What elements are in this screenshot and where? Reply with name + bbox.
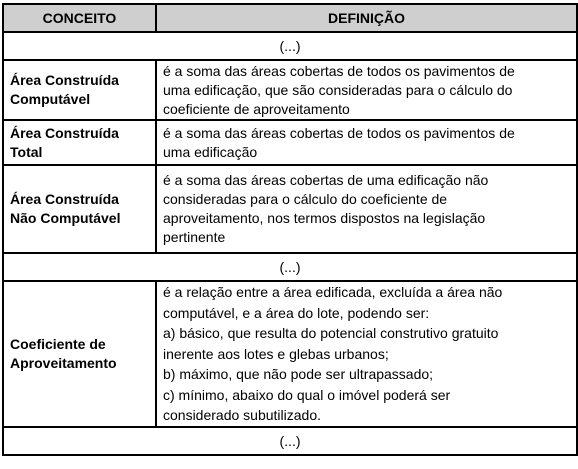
term-cell	[3, 60, 156, 120]
term-cell	[3, 165, 156, 253]
table-row	[3, 281, 577, 427]
ellipsis-cell: (...)	[3, 253, 577, 281]
definition-line: consideradas para o cálculo do coeficiente de	[163, 191, 448, 207]
definition-line: c) mínimo, abaixo do qual o imóvel poderá ser	[163, 386, 451, 403]
header-concept: CONCEITO	[3, 4, 156, 32]
term-cell	[3, 281, 156, 427]
definition-line: considerado subutilizado.	[163, 407, 321, 424]
definition-line: pertinente	[163, 229, 226, 245]
ellipsis-row	[3, 427, 577, 455]
definition-line: é a soma das áreas cobertas de uma edificação não	[163, 172, 489, 188]
definition-line: computável, e a área do lote, podendo ser:	[163, 304, 430, 321]
definition-line: b) máximo, que não pode ser ultrapassado;	[163, 366, 434, 383]
ellipsis-row	[3, 32, 577, 60]
table-row	[3, 120, 577, 165]
term-line: Total	[10, 143, 43, 160]
header-definition: DEFINIÇÃO	[156, 4, 577, 32]
table-row	[3, 165, 577, 253]
ellipsis-cell: (...)	[3, 32, 577, 60]
ellipsis-cell: (...)	[3, 427, 577, 455]
definition-line: é a soma das áreas cobertas de todos os pavimentos de	[163, 62, 515, 79]
glossary-table	[2, 3, 578, 456]
definition-line: aproveitamento, nos termos dispostos na legislação	[163, 210, 486, 226]
term-line: Área Construída	[10, 191, 119, 207]
definition-line: coeficiente de aproveitamento	[163, 100, 350, 117]
term-line: Área Construída	[10, 72, 119, 88]
table-row	[3, 60, 577, 120]
term-line: Não Computável	[10, 210, 121, 226]
term-line: Computável	[10, 91, 91, 107]
definition-line: é a soma das áreas cobertas de todos os pavimentos de	[163, 124, 515, 141]
header-row	[3, 4, 577, 32]
definition-cell	[156, 165, 577, 253]
term-cell	[3, 120, 156, 165]
definition-line: a) básico, que resulta do potencial construtivo gratuito	[163, 325, 499, 342]
definition-line: uma edificação, que são consideradas para o cálculo do	[163, 81, 513, 98]
definition-line: é a relação entre a área edificada, excluída a área não	[163, 284, 503, 301]
definition-cell	[156, 281, 577, 427]
definition-cell	[156, 120, 577, 165]
term-line: Coeficiente de	[10, 336, 106, 352]
term-line: Área Construída	[10, 124, 119, 141]
definition-cell	[156, 60, 577, 120]
definition-line: inerente aos lotes e glebas urbanos;	[163, 345, 389, 362]
ellipsis-row	[3, 253, 577, 281]
term-line: Aproveitamento	[10, 355, 117, 371]
definition-line: uma edificação	[163, 143, 258, 160]
